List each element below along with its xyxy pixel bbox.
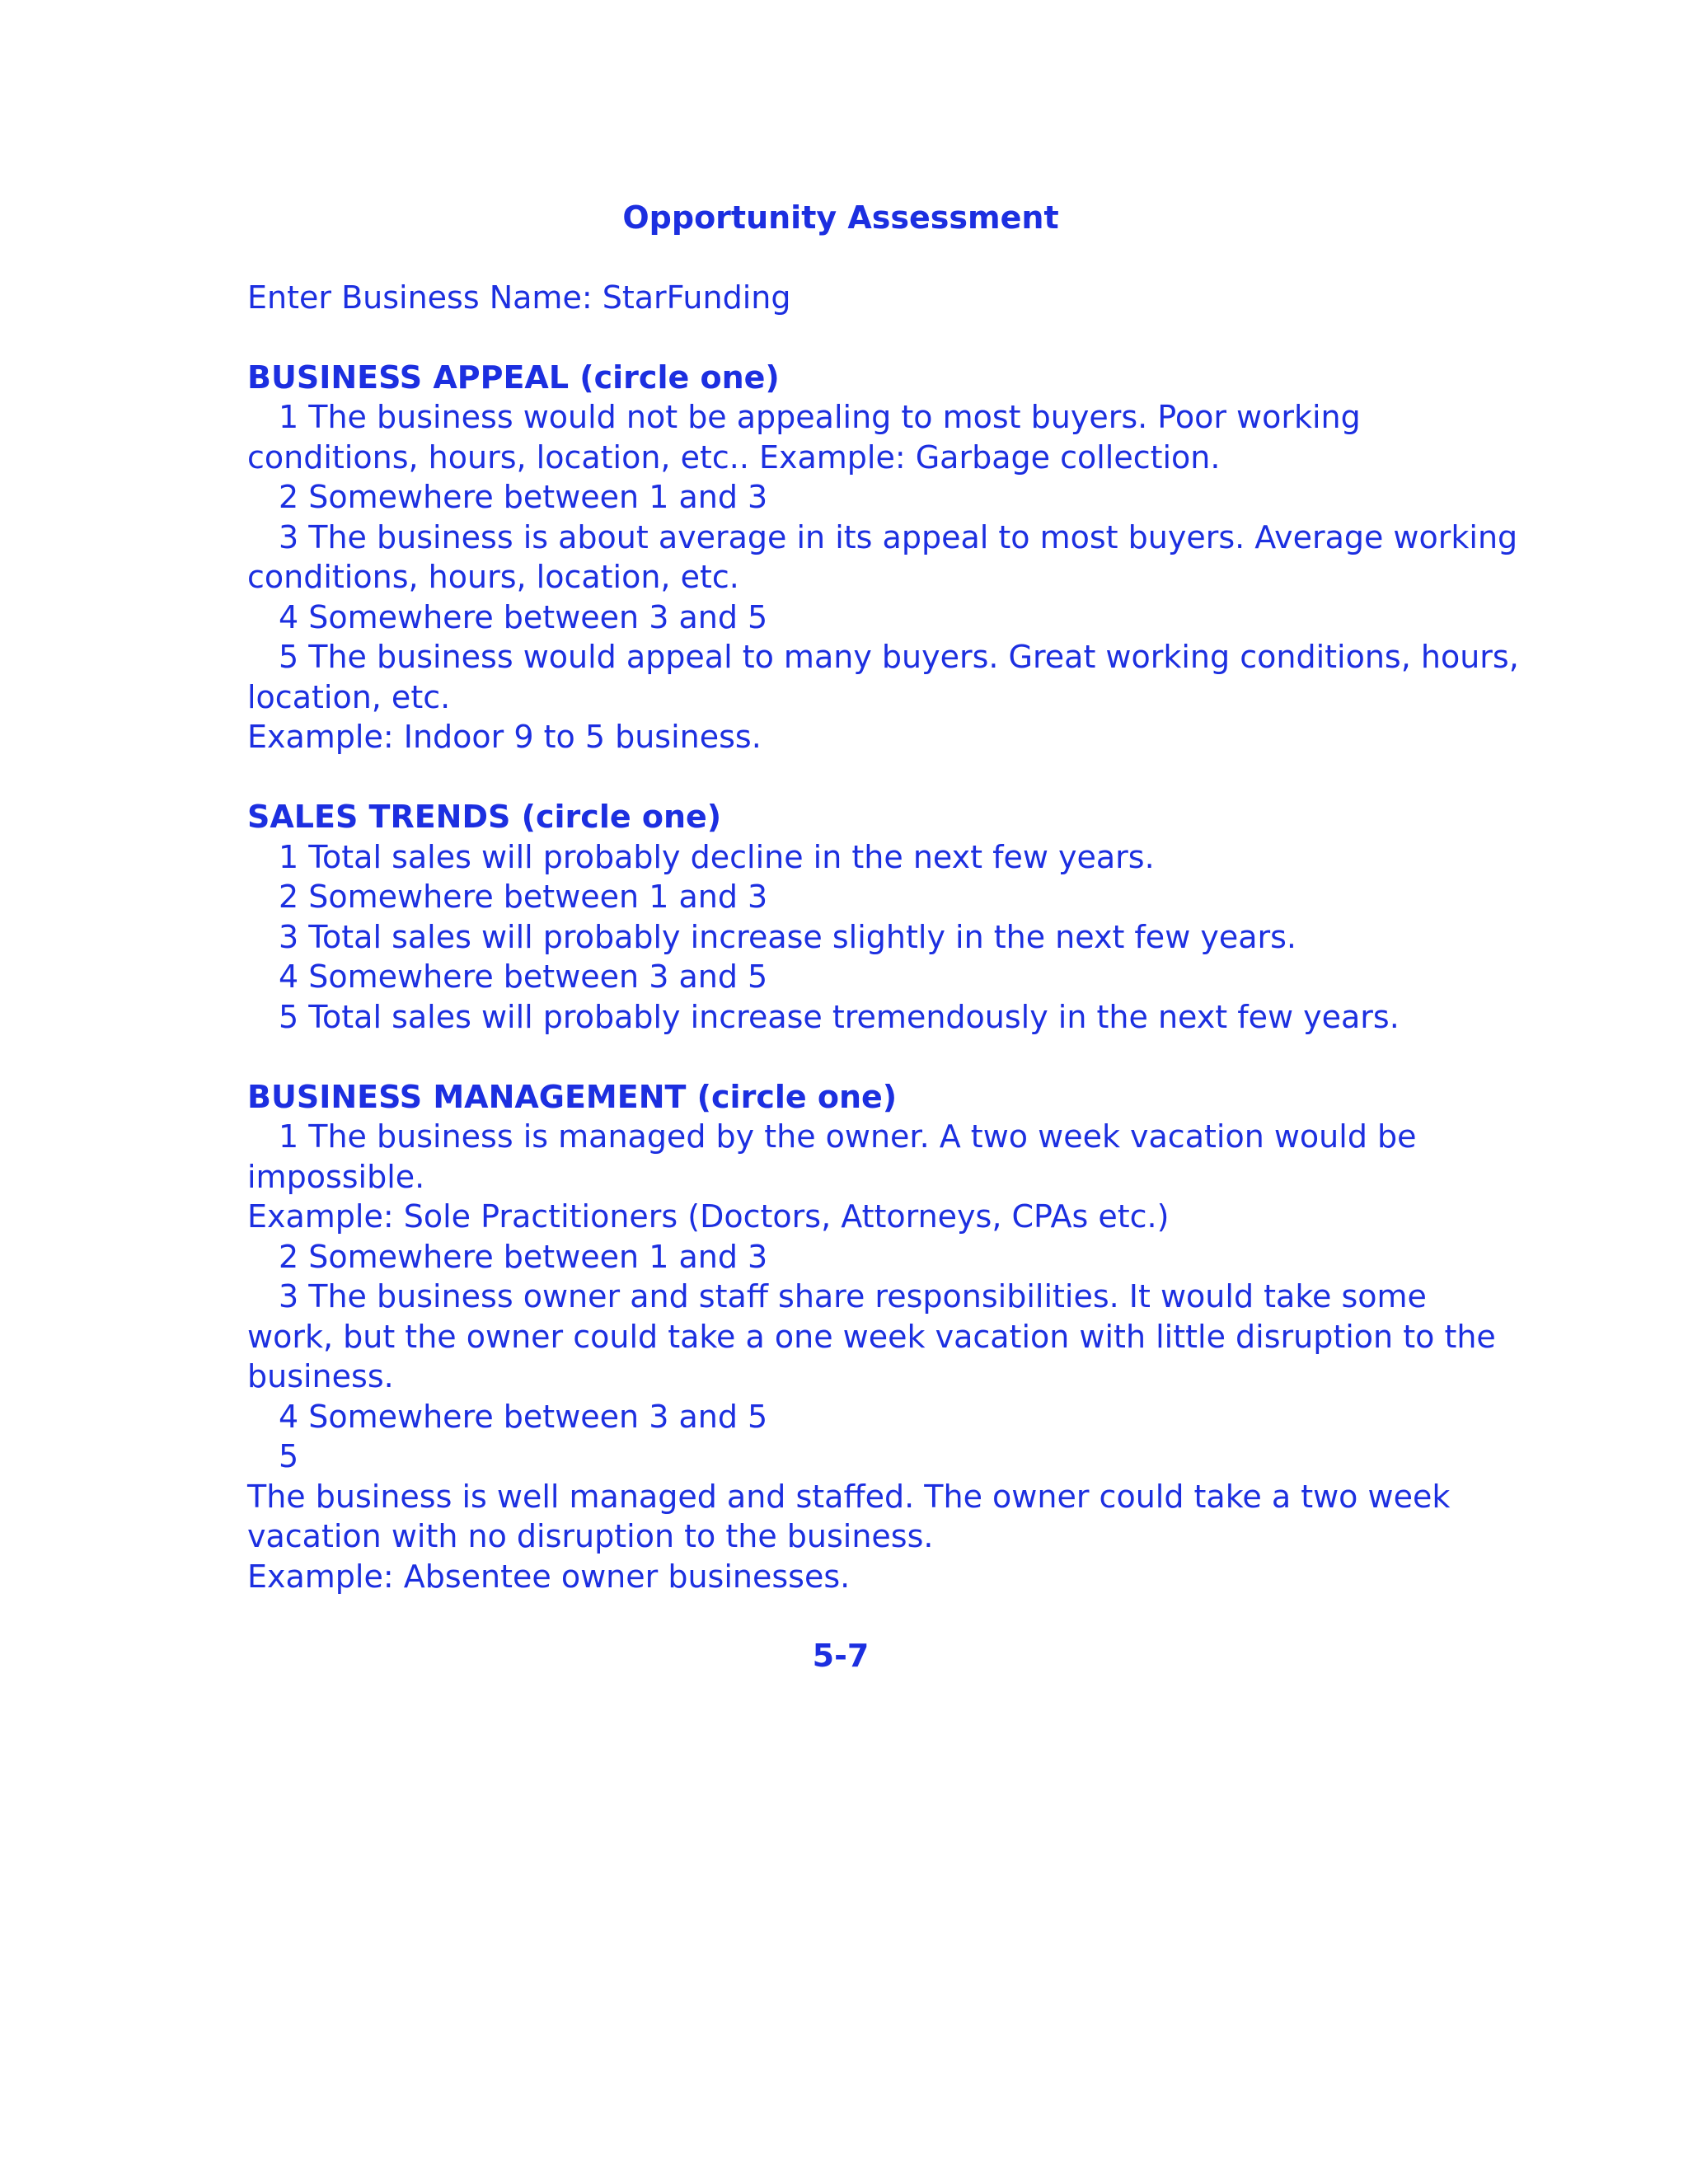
page-number: 5-7 (812, 1638, 870, 1674)
text-line: 3 Total sales will probably increase slightly in the next few years. (279, 918, 1296, 955)
section-lines (247, 397, 1519, 757)
text-line: 4 Somewhere between 3 and 5 (279, 598, 768, 635)
text-line: Example: Indoor 9 to 5 business. (247, 719, 762, 755)
text-line: 3 The business owner and staff share responsibilities. It would take some (279, 1278, 1427, 1315)
text-line: 2 Somewhere between 1 and 3 (279, 1238, 768, 1275)
text-line: conditions, hours, location, etc. (247, 559, 739, 595)
document-body (247, 198, 1519, 1676)
section-business-management (247, 1077, 1496, 1597)
text-line: 5 The business would appeal to many buyers. Great working conditions, hours, (279, 639, 1519, 675)
text-line: location, etc. (247, 678, 451, 715)
section-heading: SALES TRENDS (circle one) (247, 799, 722, 835)
text-line: 3 The business is about average in its appeal to most buyers. Average working (279, 518, 1518, 555)
section-business-appeal (247, 358, 1519, 757)
text-line: 5 Total sales will probably increase tremendously in the next few years. (279, 998, 1400, 1035)
text-line: 1 Total sales will probably decline in the next few years. (279, 838, 1155, 875)
text-line: impossible. (247, 1158, 425, 1195)
text-line: vacation with no disruption to the business. (247, 1518, 934, 1554)
text-line: 2 Somewhere between 1 and 3 (279, 879, 768, 915)
page-title: Opportunity Assessment (622, 199, 1059, 236)
text-line: business. (247, 1358, 394, 1394)
spacer (247, 1037, 1467, 1077)
section-heading: BUSINESS APPEAL (circle one) (247, 359, 780, 396)
text-line: 1 The business would not be appealing to most buyers. Poor working (279, 399, 1361, 435)
text-line: Example: Sole Practitioners (Doctors, Attorneys, CPAs etc.) (247, 1198, 1170, 1235)
text-line: work, but the owner could take a one week vacation with little disruption to the (247, 1318, 1496, 1355)
section-sales-trends (247, 797, 1467, 1037)
spacer (247, 757, 1467, 798)
text-line: 5 (279, 1438, 299, 1474)
section-lines (247, 1117, 1496, 1596)
text-line: Example: Absentee owner businesses. (247, 1558, 851, 1595)
business-name-line: Enter Business Name: StarFunding (247, 279, 791, 316)
text-line: conditions, hours, location, etc.. Example: Garbage collection. (247, 438, 1221, 476)
section-lines (247, 837, 1467, 1038)
text-line: The business is well managed and staffed. The owner could take a two week (247, 1478, 1451, 1515)
text-line: 1 The business is managed by the owner. A two week vacation would be (279, 1118, 1417, 1155)
text-line: 4 Somewhere between 3 and 5 (279, 1398, 768, 1435)
text-line: 4 Somewhere between 3 and 5 (279, 958, 768, 995)
spacer (247, 317, 1467, 358)
section-heading: BUSINESS MANAGEMENT (circle one) (247, 1078, 898, 1115)
text-line: 2 Somewhere between 1 and 3 (279, 479, 768, 515)
